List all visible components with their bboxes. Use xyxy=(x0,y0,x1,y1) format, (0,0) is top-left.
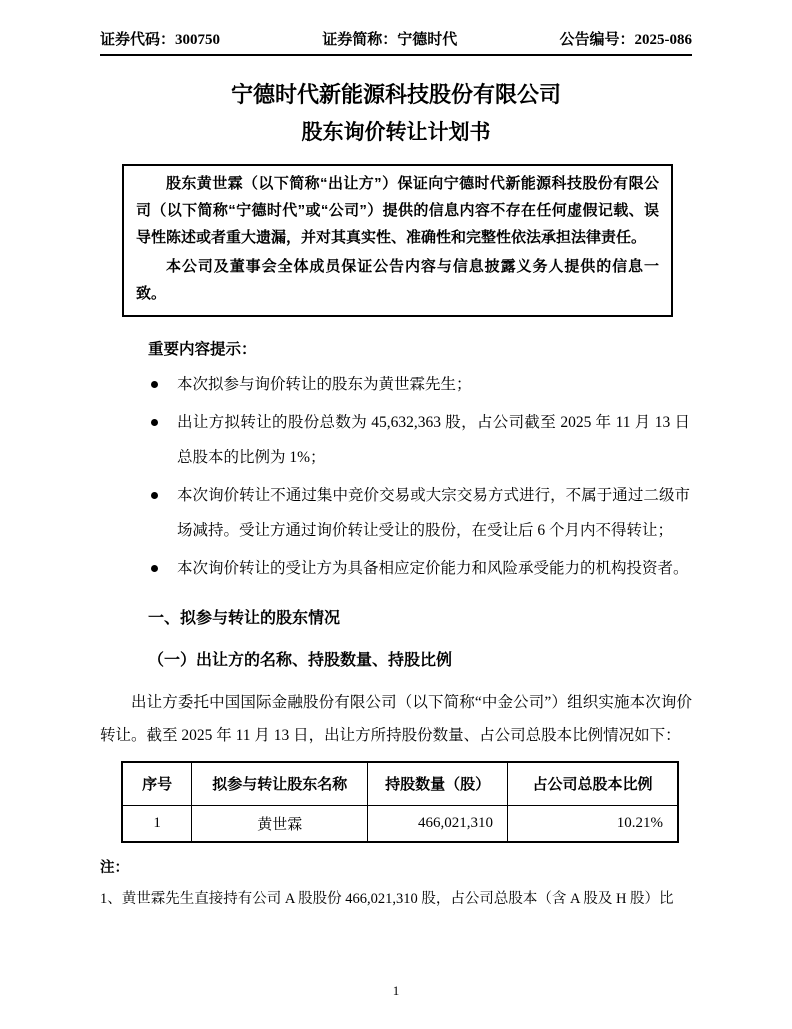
section-1-title: 一、拟参与转让的股东情况 xyxy=(148,610,341,627)
table-header-ratio: 占公司总股本比例 xyxy=(508,762,678,805)
table-header-no: 序号 xyxy=(122,762,192,805)
document-header xyxy=(100,28,692,56)
table-header-name: 拟参与转让股东名称 xyxy=(192,762,368,805)
bullet-icon xyxy=(151,419,158,426)
table-row xyxy=(122,805,678,842)
bullet-icon xyxy=(151,565,158,572)
section-1-1-paragraph: 出让方委托中国国际金融股份有限公司（以下简称“中金公司”）组织实施本次询价转让。截至 2025 年 11 月 13 日，出让方所持股份数量、占公司总股本比例情况如下： xyxy=(100,694,692,744)
bullet-text: 本次询价转让的受让方为具备相应定价能力和风险承受能力的机构投资者。 xyxy=(177,560,689,577)
list-item xyxy=(100,478,692,548)
bullet-icon xyxy=(151,492,158,499)
shareholder-table xyxy=(121,761,679,843)
important-notice-list xyxy=(100,367,692,586)
declaration-box xyxy=(122,164,673,317)
section-1-1-title: （一）出让方的名称、持股数量、持股比例 xyxy=(148,652,453,669)
cell-holder-name: 黄世霖 xyxy=(192,805,368,842)
stock-code: 证券代码：300750 xyxy=(100,32,221,48)
important-notice-title: 重要内容提示： xyxy=(148,341,257,358)
declaration-paragraph-1: 股东黄世霖（以下简称“出让方”）保证向宁德时代新能源科技股份有限公司（以下简称“宁德时代”或“公司”）提供的信息内容不存在任何虚假记载、误导性陈述或者重大遗漏，并对其真实性、准确性和完整性依法承担法律责任。 xyxy=(136,175,659,246)
cell-no: 1 xyxy=(122,805,192,842)
page-number: 1 xyxy=(392,983,400,998)
bullet-text: 本次拟参与询价转让的股东为黄世霖先生； xyxy=(177,376,472,393)
cell-shares: 466,021,310 xyxy=(368,805,508,842)
note-item-1: 1、黄世霖先生直接持有公司 A 股股份 466,021,310 股，占公司总股本（含 A 股及 H 股）比 xyxy=(100,891,674,907)
declaration-paragraph-2: 本公司及董事会全体成员保证公告内容与信息披露义务人提供的信息一致。 xyxy=(136,258,659,302)
table-header-shares: 持股数量（股） xyxy=(368,762,508,805)
list-item xyxy=(100,551,692,586)
bullet-text: 出让方拟转让的股份总数为 45,632,363 股，占公司截至 2025 年 11 月 13 日总股本的比例为 1%； xyxy=(177,414,690,466)
company-name-title: 宁德时代新能源科技股份有限公司 xyxy=(230,82,561,107)
bullet-text: 本次询价转让不通过集中竞价交易或大宗交易方式进行，不属于通过二级市场减持。受让方通过询价转让受让的股份，在受让后 6 个月内不得转让； xyxy=(177,487,690,539)
table-header-row xyxy=(122,762,678,805)
list-item xyxy=(100,405,692,475)
announcement-number: 公告编号：2025-086 xyxy=(559,32,692,48)
list-item xyxy=(100,367,692,402)
cell-ratio: 10.21% xyxy=(508,805,678,842)
note-label: 注： xyxy=(100,860,129,876)
stock-short-name: 证券简称：宁德时代 xyxy=(322,32,458,48)
document-title: 股东询价转让计划书 xyxy=(301,121,491,144)
bullet-icon xyxy=(151,381,158,388)
